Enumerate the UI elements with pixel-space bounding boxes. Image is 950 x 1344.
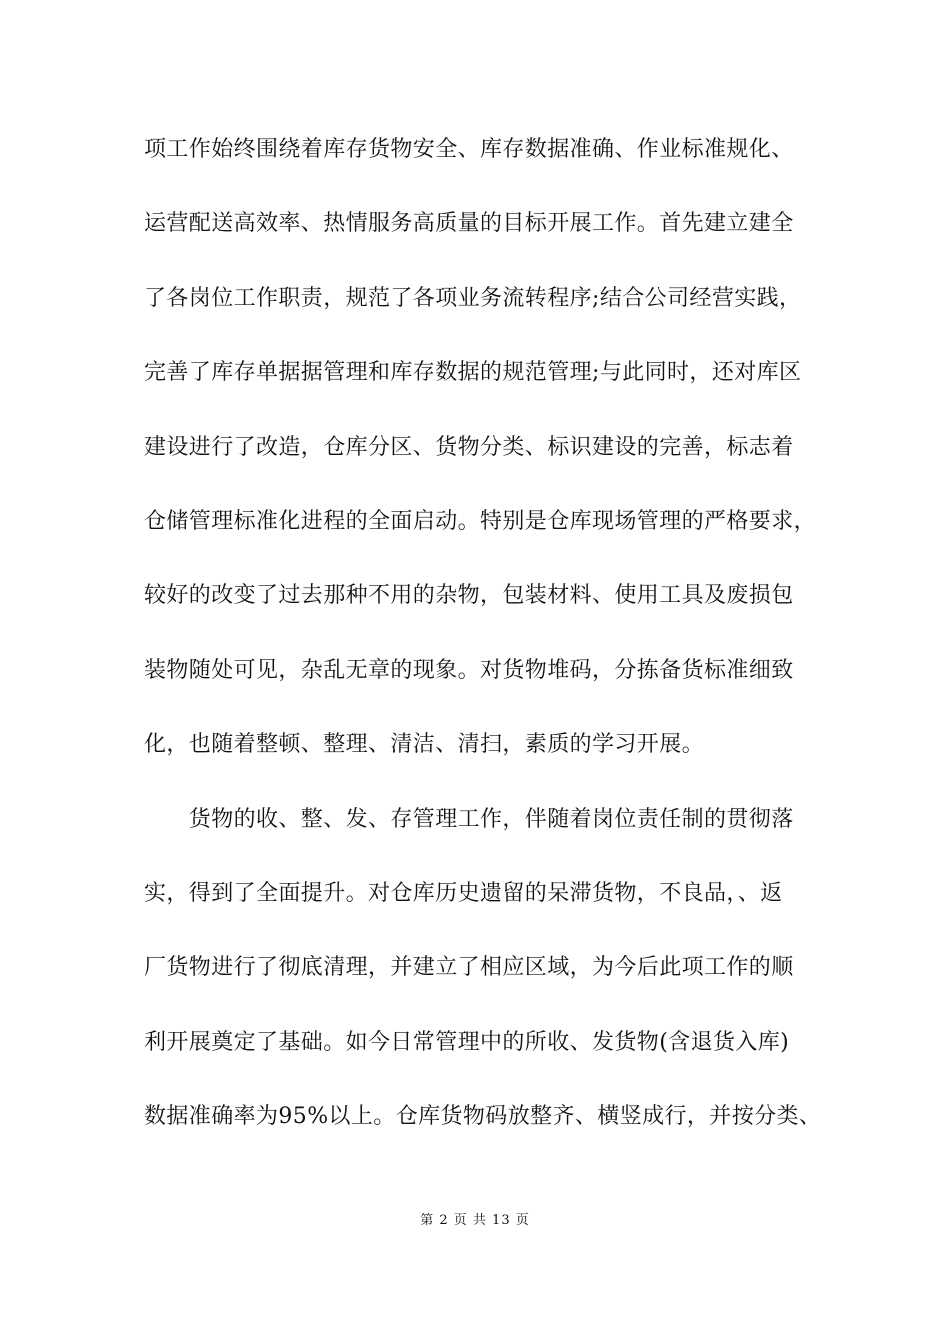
- body-text: [144, 130, 834, 1171]
- text-line-14: 数据准确率为95%以上。仓库货物码放整齐、横竖成行，并按分类、: [144, 1104, 822, 1130]
- text-line-2: 运营配送高效率、热情服务高质量的目标开展工作。首先建立建全: [144, 211, 794, 237]
- text-line-13: 利开展奠定了基础。如今日常管理中的所收、发货物(含退货入库): [144, 1029, 790, 1055]
- text-line-10: 货物的收、整、发、存管理工作，伴随着岗位责任制的贯彻落: [144, 806, 794, 832]
- text-line-5: 建设进行了改造，仓库分区、货物分类、标识建设的完善，标志着: [144, 434, 794, 460]
- page-footer: [0, 1209, 950, 1228]
- text-line-11: 实，得到了全面提升。对仓库历史遗留的呆滞货物，不良品，、返: [144, 880, 783, 906]
- page-number-label: 第 2 页 共 13 页: [420, 1213, 530, 1228]
- text-line-9: 化，也随着整顿、整理、清洁、清扫，素质的学习开展。: [144, 732, 705, 758]
- text-line-4: 完善了库存单据据管理和库存数据的规范管理;与此同时，还对库区: [144, 360, 802, 386]
- text-line-8: 装物随处可见，杂乱无章的现象。对货物堆码，分拣备货标准细致: [144, 657, 794, 683]
- text-line-1: 项工作始终围绕着库存货物安全、库存数据准确、作业标准规化、: [144, 137, 794, 162]
- text-line-12: 厂货物进行了彻底清理，并建立了相应区域，为今后此项工作的顺: [144, 955, 794, 981]
- text-line-7: 较好的改变了过去那种不用的杂物，包装材料、使用工具及废损包: [144, 583, 794, 609]
- text-line-3: 了各岗位工作职责，规范了各项业务流转程序;结合公司经营实践，: [144, 285, 802, 311]
- text-line-6: 仓储管理标准化进程的全面启动。特别是仓库现场管理的严格要求，: [144, 508, 817, 534]
